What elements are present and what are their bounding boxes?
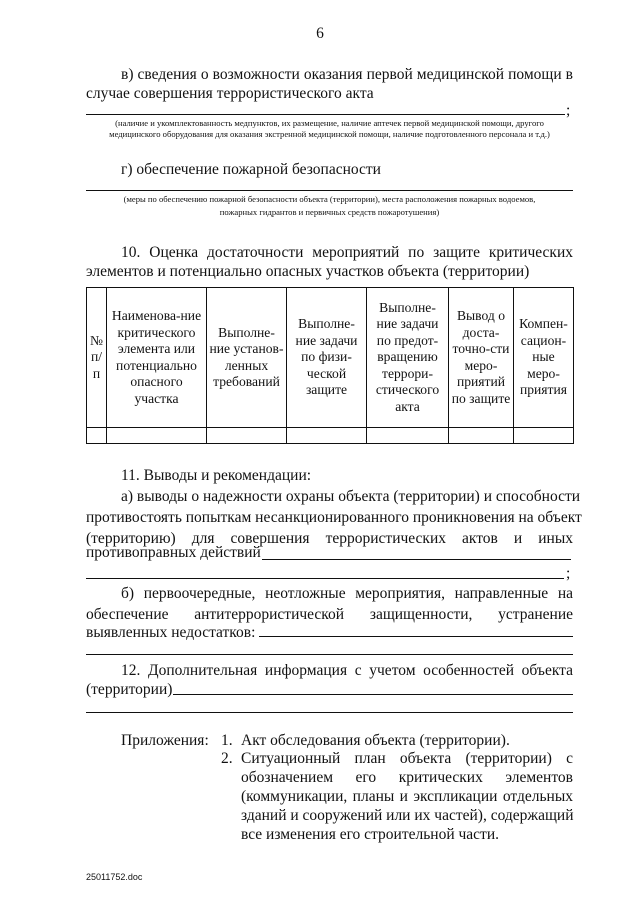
table-row xyxy=(87,428,574,444)
footer-filename: 25011752.doc xyxy=(86,872,143,882)
section-12-fill-line1 xyxy=(173,694,573,695)
table-header-row xyxy=(87,288,574,428)
assessment-table xyxy=(86,287,574,444)
section-11-title: 11. Выводы и рекомендации: xyxy=(121,467,312,484)
table-header-cell: Компен-сацион-ные меро-приятия xyxy=(514,288,574,428)
appendix-item2-line5: все изменения его строительной части. xyxy=(241,826,499,843)
section-10-line2: элементов и потенциально опасных участков объекта (территории) xyxy=(86,263,530,280)
section-12-line1: 12. Дополнительная информация с учетом особенностей объекта xyxy=(121,662,573,679)
section-11-b-line1: б) первоочередные, неотложные мероприятия, направленные на xyxy=(121,585,573,602)
section-11-a-line4: противоправных действий xyxy=(86,544,261,561)
table-cell xyxy=(207,428,287,444)
section-10-line1: 10. Оценка достаточности мероприятий по защите критических xyxy=(121,244,573,261)
table-header-cell: Выполне-ние задачи по физи-ческой защите xyxy=(287,288,367,428)
section-11-a-line1: а) выводы о надежности охраны объекта (территории) и способности xyxy=(121,488,581,505)
section-g-underline xyxy=(86,190,573,191)
section-11-a-fill-line2 xyxy=(86,578,564,579)
section-12-line2: (территории) xyxy=(86,681,173,698)
page-number: 6 xyxy=(316,25,324,42)
section-12-fill-line2 xyxy=(86,712,573,713)
table-cell xyxy=(107,428,207,444)
section-11-a-line2: противостоять попыткам несанкционированного проникновения на объект xyxy=(86,509,582,526)
section-g-line1: г) обеспечение пожарной безопасности xyxy=(121,161,381,178)
table-header-cell: № п/п xyxy=(87,288,107,428)
table-header-cell: Наименова-ние критического элемента или потенциально опасного участка xyxy=(107,288,207,428)
section-11-a-fill-line1 xyxy=(262,559,571,560)
table-header-cell: Выполне-ние задачи по предот-вращению террори-стического акта xyxy=(367,288,449,428)
appendix-item2-line1: Ситуационный план объекта (территории) с xyxy=(241,750,573,767)
appendix-item1-number: 1. xyxy=(221,732,233,749)
table-cell xyxy=(449,428,514,444)
table-header-cell: Вывод о доста-точно-сти меро-приятий по защите xyxy=(449,288,514,428)
table-cell xyxy=(514,428,574,444)
appendix-item2-line4: зданий и сооружений или их частей), содержащий xyxy=(241,807,574,824)
section-11-b-line3: выявленных недостатков: xyxy=(86,624,256,641)
section-g-note2: пожарных гидрантов и первичных средств пожаротушения) xyxy=(219,207,440,217)
table-header-cell: Выполне-ние установ-ленных требований xyxy=(207,288,287,428)
section-11-b-fill-line2 xyxy=(86,654,573,655)
table-cell xyxy=(287,428,367,444)
section-11-b-fill-line1 xyxy=(259,636,573,637)
section-v-note1: (наличие и укомплектованность медпунктов, их размещение, наличие аптечек первой медицинской помощи, другого xyxy=(115,118,544,128)
section-11-b-line2: обеспечение антитеррористической защищенности, устранение xyxy=(86,606,573,623)
section-11-a-semicolon: ; xyxy=(566,565,571,582)
appendix-item1-text: Акт обследования объекта (территории). xyxy=(241,732,510,749)
appendix-label: Приложения: xyxy=(121,732,209,749)
appendix-item2-line2: обозначением его критических элементов xyxy=(241,769,573,786)
section-v-line1: в) сведения о возможности оказания первой медицинской помощи в xyxy=(121,66,573,83)
table-cell xyxy=(87,428,107,444)
section-11-a-line3: (территорию) для совершения террористических актов и иных xyxy=(86,530,573,547)
section-g-note1: (меры по обеспечению пожарной безопасности объекта (территории), места расположения пожарных водоемов, xyxy=(123,194,536,204)
section-v-note2: медицинского оборудования для оказания экстренной медицинской помощи, наличие подготовленного персонала и т.д.) xyxy=(109,129,550,139)
appendix-item2-number: 2. xyxy=(221,750,233,767)
section-v-semicolon: ; xyxy=(566,102,571,119)
section-v-line2: случае совершения террористического акта xyxy=(86,85,374,102)
table-cell xyxy=(367,428,449,444)
appendix-item2-line3: (коммуникации, планы и экспликации отдельных xyxy=(241,788,573,805)
section-v-underline xyxy=(86,114,565,115)
